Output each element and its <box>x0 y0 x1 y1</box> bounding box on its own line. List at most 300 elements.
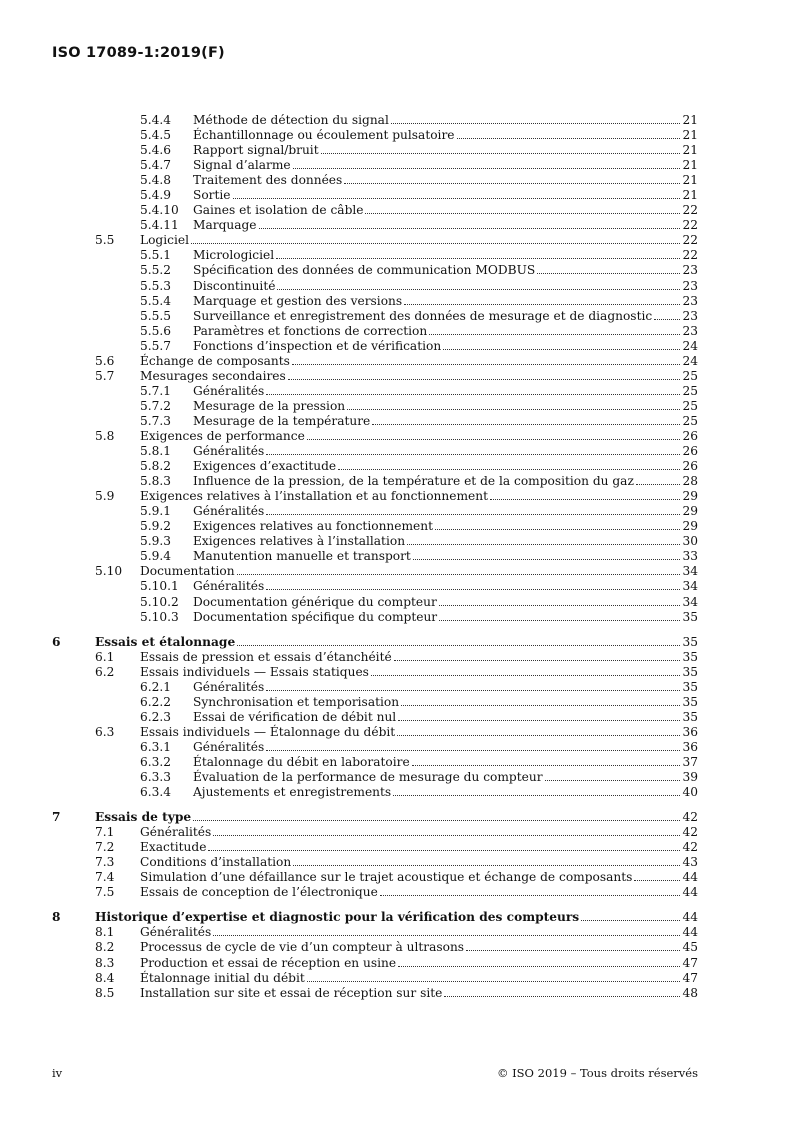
toc-entry[interactable] <box>0 770 793 785</box>
dot-leader <box>293 168 681 169</box>
toc-entry[interactable] <box>0 579 793 594</box>
toc-entry-title: Rapport signal/bruit <box>193 143 319 158</box>
toc-entry-link[interactable] <box>140 825 698 840</box>
toc-entry-number: 5.9 <box>95 489 115 504</box>
toc-entry[interactable] <box>0 650 793 665</box>
toc-entry-number: 5.4.7 <box>140 158 172 173</box>
toc-entry-link[interactable] <box>140 489 698 504</box>
toc-entry-number: 5.5.7 <box>140 338 172 353</box>
toc-entry-page: 30 <box>682 534 698 549</box>
toc-entry[interactable] <box>0 885 793 900</box>
toc-entry-page: 44 <box>682 910 698 925</box>
toc-entry[interactable] <box>0 710 793 725</box>
toc-entry-title: Influence de la pression, de la température et de la composition du gaz <box>193 474 634 489</box>
toc-entry-title: Installation sur site et essai de réception sur site <box>140 985 443 1000</box>
toc-entry-number: 5.7 <box>95 368 115 383</box>
toc-entry[interactable] <box>0 695 793 710</box>
dot-leader <box>237 645 680 646</box>
dot-leader <box>266 514 680 515</box>
toc-entry-page: 25 <box>682 383 698 398</box>
toc-entry-title: Exigences relatives à l’installation <box>193 534 406 549</box>
toc-entry-number: 5.10.3 <box>140 609 179 624</box>
toc-entry[interactable] <box>0 519 793 534</box>
toc-entry-title: Exigences relatives à l’installation et au fonctionnement <box>140 489 488 504</box>
dot-leader <box>277 289 680 290</box>
toc-entry-number: 5.4.9 <box>140 188 172 203</box>
dot-leader <box>393 795 680 796</box>
dot-leader <box>347 409 680 410</box>
toc-entry-link[interactable] <box>140 986 698 1001</box>
toc-entry-page: 35 <box>682 709 698 724</box>
toc-entry-page: 29 <box>682 504 698 519</box>
toc-entry-title: Documentation <box>140 564 235 579</box>
dot-leader <box>413 559 681 560</box>
toc-entry[interactable] <box>0 956 793 971</box>
dot-leader <box>193 820 680 821</box>
toc-entry-number: 5.8.2 <box>140 459 172 474</box>
toc-entry-page: 25 <box>682 398 698 413</box>
toc-entry[interactable] <box>0 925 793 940</box>
toc-entry-title: Essais de type <box>95 810 192 825</box>
toc-entry-link[interactable] <box>193 770 698 785</box>
toc-entry-link[interactable] <box>193 519 698 534</box>
toc-entry-number: 7 <box>52 810 61 825</box>
toc-entry-link[interactable] <box>140 925 698 940</box>
toc-entry-number: 5.5.5 <box>140 308 172 323</box>
dot-leader <box>394 660 681 661</box>
toc-entry[interactable] <box>0 564 793 579</box>
toc-entry[interactable] <box>0 369 793 384</box>
toc-entry[interactable] <box>0 825 793 840</box>
toc-entry-page: 44 <box>682 870 698 885</box>
toc-entry-title: Essais individuels — Étalonnage du débit <box>140 724 396 739</box>
dot-leader <box>307 439 681 440</box>
dot-leader <box>466 950 680 951</box>
toc-entry-link[interactable] <box>193 128 698 143</box>
dot-leader <box>636 484 681 485</box>
toc-entry-link[interactable] <box>193 339 698 354</box>
toc-entry-page: 23 <box>682 323 698 338</box>
dot-leader <box>435 529 680 530</box>
toc-entry-link[interactable] <box>140 233 698 248</box>
dot-leader <box>654 319 680 320</box>
toc-entry[interactable] <box>0 279 793 294</box>
toc-entry-page: 42 <box>682 810 698 825</box>
toc-entry-number: 6.3.3 <box>140 770 172 785</box>
dot-leader <box>443 349 680 350</box>
toc-entry-page: 26 <box>682 428 698 443</box>
toc-entry-link[interactable] <box>140 885 698 900</box>
toc-entry-page: 21 <box>682 173 698 188</box>
toc-entry-number: 5.7.2 <box>140 398 172 413</box>
toc-entry[interactable] <box>0 755 793 770</box>
toc-entry-title: Essai de vérification de débit nul <box>193 709 397 724</box>
toc-entry[interactable] <box>0 173 793 188</box>
toc-entry-link[interactable] <box>193 680 698 695</box>
toc-entry-page: 47 <box>682 970 698 985</box>
toc-entry[interactable] <box>0 113 793 128</box>
toc-entry-title: Méthode de détection du signal <box>193 113 389 127</box>
document-id-header: ISO 17089-1:2019(F) <box>52 45 225 61</box>
toc-entry-number: 5.4.4 <box>140 113 172 127</box>
toc-entry-link[interactable] <box>140 956 698 971</box>
toc-entry-page: 29 <box>682 489 698 504</box>
toc-entry-number: 8.1 <box>95 925 115 940</box>
toc-entry-page: 23 <box>682 263 698 278</box>
toc-entry-number: 5.10.2 <box>140 594 179 609</box>
toc-entry[interactable] <box>0 971 793 986</box>
toc-entry-number: 5.8.1 <box>140 444 172 459</box>
toc-entry-page: 21 <box>682 188 698 203</box>
toc-entry[interactable] <box>0 158 793 173</box>
toc-entry-number: 6.2.3 <box>140 709 172 724</box>
toc-entry-link[interactable] <box>140 369 698 384</box>
toc-entry[interactable] <box>0 429 793 444</box>
toc-entry-title: Généralités <box>140 925 212 940</box>
toc-entry-title: Généralités <box>193 739 265 754</box>
toc-entry[interactable] <box>0 143 793 158</box>
toc-entry-link[interactable] <box>193 414 698 429</box>
toc-entry-page: 47 <box>682 955 698 970</box>
toc-entry-title: Échange de composants <box>140 353 290 368</box>
toc-entry-page: 24 <box>682 338 698 353</box>
toc-entry[interactable] <box>0 870 793 885</box>
dot-leader <box>371 675 681 676</box>
toc-entry[interactable] <box>0 910 793 925</box>
dot-leader <box>401 705 680 706</box>
dot-leader <box>292 364 681 365</box>
dot-leader <box>266 750 680 751</box>
toc-entry-link[interactable] <box>193 785 698 800</box>
toc-entry[interactable] <box>0 399 793 414</box>
toc-entry[interactable] <box>0 459 793 474</box>
toc-entry-link[interactable] <box>193 248 698 263</box>
toc-entry[interactable] <box>0 384 793 399</box>
toc-entry-title: Exactitude <box>140 840 207 855</box>
dot-leader <box>208 850 680 851</box>
toc-entry-title: Conditions d’installation <box>140 855 292 870</box>
dot-leader <box>457 138 681 139</box>
toc-entry-number: 5.9.2 <box>140 519 172 534</box>
toc-entry-number: 6 <box>52 634 61 649</box>
toc-entry-number: 6.3.4 <box>140 785 172 800</box>
toc-entry-number: 5.5.2 <box>140 263 172 278</box>
toc-entry-link[interactable] <box>193 459 698 474</box>
dot-leader <box>429 334 680 335</box>
dot-leader <box>266 589 680 590</box>
toc-entry-link[interactable] <box>193 549 698 564</box>
toc-entry-page: 35 <box>682 609 698 624</box>
dot-leader <box>293 865 680 866</box>
toc-entry-link[interactable] <box>193 474 698 489</box>
toc-entry[interactable] <box>0 986 793 1001</box>
toc-entry-link[interactable] <box>140 855 698 870</box>
toc-entry-page: 43 <box>682 855 698 870</box>
toc-entry-page: 35 <box>682 679 698 694</box>
toc-entry-title: Marquage <box>193 218 257 233</box>
toc-entry-link[interactable] <box>193 173 698 188</box>
dot-leader <box>439 620 680 621</box>
toc-entry[interactable] <box>0 233 793 248</box>
toc-entry-title: Exigences relatives au fonctionnement <box>193 519 433 534</box>
toc-entry-link[interactable] <box>193 534 698 549</box>
toc-entry-page: 21 <box>682 113 698 127</box>
toc-entry-page: 42 <box>682 840 698 855</box>
toc-entry-link[interactable] <box>140 665 698 680</box>
toc-entry-number: 8 <box>52 910 61 925</box>
dot-leader <box>412 765 681 766</box>
toc-entry-page: 22 <box>682 248 698 263</box>
toc-entry[interactable] <box>0 339 793 354</box>
toc-entry-page: 44 <box>682 925 698 940</box>
toc-entry-page: 21 <box>682 128 698 143</box>
toc-entry-link[interactable] <box>140 840 698 855</box>
toc-entry-page: 39 <box>682 770 698 785</box>
toc-entry-title: Marquage et gestion des versions <box>193 293 403 308</box>
toc-entry-link[interactable] <box>193 263 698 278</box>
toc-entry-link[interactable] <box>193 113 698 128</box>
toc-entry-page: 26 <box>682 459 698 474</box>
toc-entry-title: Ajustements et enregistrements <box>193 785 392 800</box>
toc-entry-title: Exigences de performance <box>140 428 305 443</box>
toc-entry-title: Logiciel <box>140 233 189 248</box>
toc-entry-page: 22 <box>682 233 698 248</box>
toc-entry-title: Simulation d’une défaillance sur le trajet acoustique et échange de composants <box>140 870 633 885</box>
toc-entry[interactable] <box>0 504 793 519</box>
toc-entry-title: Essais et étalonnage <box>95 634 236 649</box>
toc-entry-link[interactable] <box>193 158 698 173</box>
toc-entry-page: 42 <box>682 825 698 840</box>
toc-entry-title: Documentation spécifique du compteur <box>193 609 438 624</box>
toc-entry-link[interactable] <box>95 910 698 925</box>
toc-entry-number: 7.5 <box>95 885 115 900</box>
dot-leader <box>266 454 680 455</box>
toc-entry-title: Généralités <box>140 825 212 840</box>
toc-entry[interactable] <box>0 595 793 610</box>
toc-entry-link[interactable] <box>193 309 698 324</box>
toc-entry-link[interactable] <box>193 579 698 594</box>
dot-leader <box>397 735 680 736</box>
toc-entry[interactable] <box>0 263 793 278</box>
dot-leader <box>213 935 680 936</box>
dot-leader <box>545 780 681 781</box>
dot-leader <box>398 720 680 721</box>
toc-entry[interactable] <box>0 665 793 680</box>
toc-entry-link[interactable] <box>193 610 698 625</box>
toc-entry-page: 23 <box>682 278 698 293</box>
dot-leader <box>391 123 681 124</box>
toc-entry-page: 25 <box>682 413 698 428</box>
toc-entry-link[interactable] <box>95 810 698 825</box>
toc-entry-page: 45 <box>682 940 698 955</box>
toc-entry-page: 26 <box>682 444 698 459</box>
toc-entry-number: 5.5.1 <box>140 248 172 263</box>
toc-entry-number: 5.6 <box>95 353 115 368</box>
toc-entry-number: 7.2 <box>95 840 115 855</box>
toc-entry-page: 35 <box>682 694 698 709</box>
dot-leader <box>213 835 680 836</box>
toc-entry-title: Micrologiciel <box>193 248 275 263</box>
toc-entry-link[interactable] <box>193 755 698 770</box>
toc-entry-link[interactable] <box>140 870 698 885</box>
toc-entry-link[interactable] <box>140 354 698 369</box>
toc-entry[interactable] <box>0 940 793 955</box>
toc-entry-link[interactable] <box>193 143 698 158</box>
toc-entry[interactable] <box>0 855 793 870</box>
toc-entry[interactable] <box>0 414 793 429</box>
toc-entry-number: 7.4 <box>95 870 115 885</box>
toc-entry-title: Essais de pression et essais d’étanchéité <box>140 649 392 664</box>
toc-entry-title: Processus de cycle de vie d’un compteur à ultrasons <box>140 940 465 955</box>
toc-entry[interactable] <box>0 309 793 324</box>
toc-entry-link[interactable] <box>193 294 698 309</box>
toc-entry-link[interactable] <box>193 218 698 233</box>
toc-entry-number: 5.5.3 <box>140 278 172 293</box>
toc-entry-page: 23 <box>682 308 698 323</box>
toc-entry-number: 5.8 <box>95 428 115 443</box>
toc-entry-link[interactable] <box>193 710 698 725</box>
toc-entry[interactable] <box>0 294 793 309</box>
toc-entry-link[interactable] <box>193 279 698 294</box>
dot-leader <box>259 228 681 229</box>
toc-entry-page: 40 <box>682 785 698 800</box>
toc-entry-link[interactable] <box>193 740 698 755</box>
toc-entry-link[interactable] <box>193 384 698 399</box>
toc-entry-page: 33 <box>682 549 698 564</box>
toc-entry[interactable] <box>0 444 793 459</box>
dot-leader <box>191 243 681 244</box>
toc-entry-page: 36 <box>682 739 698 754</box>
toc-entry-page: 36 <box>682 724 698 739</box>
toc-entry-page: 21 <box>682 143 698 158</box>
toc-entry[interactable] <box>0 725 793 740</box>
table-of-contents <box>0 113 793 1001</box>
toc-entry[interactable] <box>0 188 793 203</box>
toc-entry-number: 8.2 <box>95 940 115 955</box>
toc-entry-link[interactable] <box>193 695 698 710</box>
toc-entry-page: 22 <box>682 203 698 218</box>
toc-entry-number: 6.1 <box>95 649 115 664</box>
toc-entry-title: Surveillance et enregistrement des données de mesurage et de diagnostic <box>193 308 653 323</box>
dot-leader <box>634 880 680 881</box>
toc-entry-title: Essais individuels — Essais statiques <box>140 664 369 679</box>
toc-entry-number: 5.5 <box>95 233 115 248</box>
toc-entry-title: Généralités <box>193 383 265 398</box>
toc-entry-title: Mesurage de la pression <box>193 398 346 413</box>
toc-entry-link[interactable] <box>140 650 698 665</box>
toc-entry[interactable] <box>0 354 793 369</box>
toc-entry[interactable] <box>0 203 793 218</box>
dot-leader <box>581 920 680 921</box>
dot-leader <box>321 153 681 154</box>
toc-entry-link[interactable] <box>140 429 698 444</box>
toc-entry-number: 5.10.1 <box>140 579 179 594</box>
toc-entry[interactable] <box>0 218 793 233</box>
toc-entry-title: Généralités <box>193 679 265 694</box>
toc-entry-page: 28 <box>682 474 698 489</box>
toc-entry-link[interactable] <box>193 203 698 218</box>
dot-leader <box>365 213 680 214</box>
toc-entry-link[interactable] <box>193 324 698 339</box>
toc-entry-number: 5.5.6 <box>140 323 172 338</box>
toc-entry-number: 8.3 <box>95 955 115 970</box>
toc-entry[interactable] <box>0 534 793 549</box>
toc-entry-link[interactable] <box>140 971 698 986</box>
toc-entry-number: 5.7.3 <box>140 413 172 428</box>
toc-entry-number: 8.4 <box>95 970 115 985</box>
toc-entry-title: Échantillonnage ou écoulement pulsatoire <box>193 128 455 143</box>
dot-leader <box>372 424 680 425</box>
page-number: iv <box>52 1066 63 1080</box>
toc-entry-page: 34 <box>682 564 698 579</box>
toc-entry-page: 48 <box>682 985 698 1000</box>
toc-entry[interactable] <box>0 840 793 855</box>
toc-entry-link[interactable] <box>193 595 698 610</box>
toc-entry-title: Essais de conception de l’électronique <box>140 885 378 900</box>
toc-entry-number: 7.1 <box>95 825 115 840</box>
toc-entry-title: Manutention manuelle et transport <box>193 549 411 564</box>
dot-leader <box>338 469 680 470</box>
toc-entry-title: Évaluation de la performance de mesurage du compteur <box>193 770 543 785</box>
toc-entry-title: Gaines et isolation de câble <box>193 203 364 218</box>
toc-entry-title: Traitement des données <box>193 173 343 188</box>
toc-entry[interactable] <box>0 474 793 489</box>
toc-entry[interactable] <box>0 635 793 650</box>
toc-entry-link[interactable] <box>95 635 698 650</box>
dot-leader <box>537 273 680 274</box>
toc-entry-link[interactable] <box>140 564 698 579</box>
toc-entry-link[interactable] <box>193 444 698 459</box>
dot-leader <box>266 690 680 691</box>
toc-entry[interactable] <box>0 128 793 143</box>
toc-entry-link[interactable] <box>140 940 698 955</box>
toc-entry-link[interactable] <box>193 188 698 203</box>
toc-entry-page: 35 <box>682 664 698 679</box>
toc-entry-page: 29 <box>682 519 698 534</box>
toc-entry-link[interactable] <box>193 504 698 519</box>
toc-entry-page: 35 <box>682 634 698 649</box>
toc-entry-page: 23 <box>682 293 698 308</box>
toc-entry-title: Généralités <box>193 504 265 519</box>
toc-entry-title: Étalonnage du débit en laboratoire <box>193 754 410 769</box>
toc-entry[interactable] <box>0 610 793 625</box>
toc-entry-number: 5.4.5 <box>140 128 172 143</box>
toc-entry-number: 5.9.1 <box>140 504 172 519</box>
toc-entry-page: 21 <box>682 158 698 173</box>
toc-entry[interactable] <box>0 489 793 504</box>
toc-entry[interactable] <box>0 785 793 800</box>
toc-entry-page: 25 <box>682 368 698 383</box>
toc-entry[interactable] <box>0 740 793 755</box>
toc-entry-page: 34 <box>682 594 698 609</box>
dot-leader <box>439 605 681 606</box>
toc-entry-number: 5.7.1 <box>140 383 172 398</box>
toc-entry-title: Documentation générique du compteur <box>193 594 437 609</box>
toc-entry[interactable] <box>0 324 793 339</box>
toc-entry[interactable] <box>0 248 793 263</box>
toc-entry-title: Fonctions d’inspection et de vérification <box>193 338 442 353</box>
toc-entry-number: 6.3.1 <box>140 739 172 754</box>
toc-entry-title: Synchronisation et temporisation <box>193 694 400 709</box>
toc-entry-number: 6.2.2 <box>140 694 172 709</box>
toc-entry[interactable] <box>0 810 793 825</box>
toc-entry[interactable] <box>0 549 793 564</box>
dot-leader <box>407 544 680 545</box>
toc-entry-link[interactable] <box>140 725 698 740</box>
toc-entry-number: 5.4.6 <box>140 143 172 158</box>
toc-entry-link[interactable] <box>193 399 698 414</box>
toc-entry[interactable] <box>0 680 793 695</box>
